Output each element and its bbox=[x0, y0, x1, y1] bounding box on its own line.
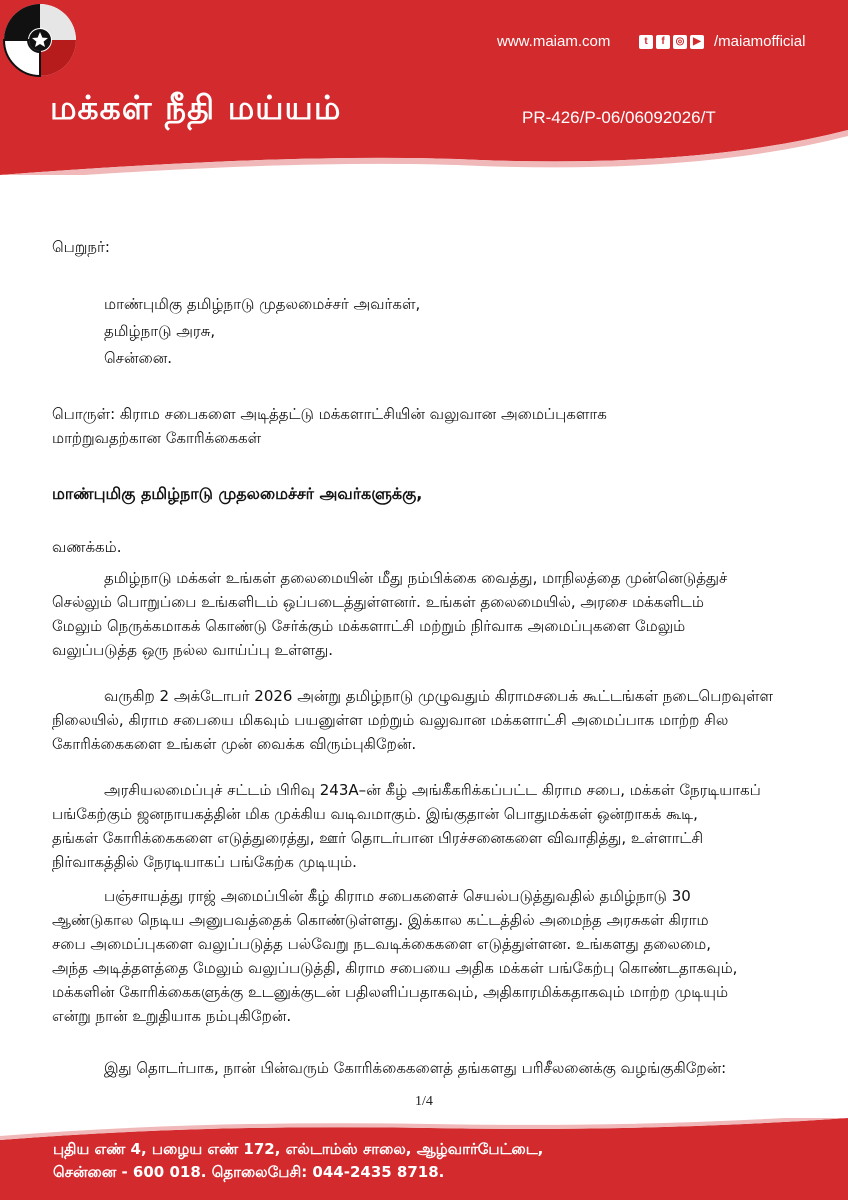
party-logo-icon bbox=[0, 0, 80, 80]
social-handle[interactable]: /maiamofficial bbox=[714, 33, 806, 50]
body-paragraph bbox=[52, 566, 796, 662]
paragraph-line: ஆண்டுகால நெடிய அனுபவத்தைக் கொண்டுள்ளது. இக்கால கட்டத்தில் அமைந்த அரசுகள் கிராம bbox=[52, 911, 709, 929]
reference-number: PR-426/P-06/06092026/T bbox=[522, 108, 716, 127]
paragraph-line: நிலையில், கிராம சபையை மிகவும் பயனுள்ள மற்றும் வலுவான மக்களாட்சி அமைப்பாக மாற்ற சில bbox=[52, 711, 729, 729]
facebook-icon[interactable]: f bbox=[656, 35, 670, 49]
body-paragraph bbox=[52, 778, 796, 874]
paragraph-line: பஞ்சாயத்து ராஜ் அமைப்பின் கீழ் கிராம சபைகளைச் செயல்படுத்துவதில் தமிழ்நாடு 30 bbox=[104, 887, 691, 905]
paragraph-line: செல்லும் பொறுப்பை உங்களிடம் ஒப்படைத்துள்ளனர். உங்கள் தலைமையில், அரசை மக்களிடம் bbox=[52, 593, 704, 611]
subject-line: பொருள்: கிராம சபைகளை அடித்தட்டு மக்களாட்சியின் வலுவான அமைப்புகளாக bbox=[52, 405, 607, 423]
instagram-icon[interactable]: ◎ bbox=[673, 35, 687, 49]
salutation: மாண்புமிகு தமிழ்நாடு முதலமைச்சர் அவர்களுக்கு, bbox=[52, 484, 423, 503]
paragraph-line: கோரிக்கைகளை உங்கள் முன் வைக்க விரும்புகிறேன். bbox=[52, 735, 417, 753]
recipient-line: தமிழ்நாடு அரசு, bbox=[104, 322, 216, 340]
paragraph-line: என்று நான் உறுதியாக நம்புகிறேன். bbox=[52, 1007, 292, 1025]
greeting: வணக்கம். bbox=[52, 538, 122, 556]
social-icons bbox=[639, 35, 704, 49]
paragraph-line: தமிழ்நாடு மக்கள் உங்கள் தலைமையின் மீது நம்பிக்கை வைத்து, மாநிலத்தை முன்னெடுத்துச் bbox=[104, 569, 728, 587]
subject-line: மாற்றுவதற்கான கோரிக்கைகள் bbox=[52, 429, 262, 447]
party-name: மக்கள் நீதி மய்யம் bbox=[50, 88, 342, 127]
address-line: சென்னை - 600 018. தொலைபேசி: 044-2435 8718. bbox=[53, 1163, 445, 1181]
paragraph-line: மேலும் நெருக்கமாகக் கொண்டு சேர்க்கும் மக்களாட்சி மற்றும் நிர்வாக அமைப்புகளை மேலும் bbox=[52, 617, 686, 635]
paragraph-line: சபை அமைப்புகளை வலுப்படுத்த பல்வேறு நடவடிக்கைகளை எடுத்துள்ளன. உங்களது தலைமை, bbox=[52, 935, 711, 953]
paragraph-line: இது தொடர்பாக, நான் பின்வரும் கோரிக்கைகளைத் தங்களது பரிசீலனைக்கு வழங்குகிறேன்: bbox=[104, 1059, 727, 1077]
body-paragraph bbox=[52, 884, 796, 1028]
to-label: பெறுநர்: bbox=[52, 238, 110, 256]
paragraph-line: தங்கள் கோரிக்கைகளை எடுத்துரைத்து, ஊர் தொடர்பான பிரச்சனைகளை விவாதித்து, உள்ளாட்சி bbox=[52, 829, 704, 847]
recipient-line: மாண்புமிகு தமிழ்நாடு முதலமைச்சர் அவர்கள், bbox=[104, 295, 421, 313]
website-link[interactable]: www.maiam.com bbox=[497, 33, 611, 50]
address-line: புதிய எண் 4, பழைய எண் 172, எல்டாம்ஸ் சாலை, ஆழ்வார்பேட்டை, bbox=[53, 1140, 544, 1158]
letterhead-header bbox=[0, 0, 848, 175]
youtube-icon[interactable]: ▶ bbox=[690, 35, 704, 49]
recipient-line: சென்னை. bbox=[104, 349, 173, 367]
paragraph-line: பங்கேற்கும் ஜனநாயகத்தின் மிக முக்கிய வடிவமாகும். இங்குதான் பொதுமக்கள் ஒன்றாகக் கூடி, bbox=[52, 805, 698, 823]
letterhead-footer bbox=[0, 1118, 848, 1200]
body-paragraph bbox=[52, 1056, 796, 1080]
paragraph-line: நிர்வாகத்தில் நேரடியாகப் பங்கேற்க முடியும். bbox=[52, 853, 357, 871]
body-paragraph bbox=[52, 684, 796, 756]
paragraph-line: வலுப்படுத்த ஒரு நல்ல வாய்ப்பு உள்ளது. bbox=[52, 641, 333, 659]
twitter-icon[interactable]: t bbox=[639, 35, 653, 49]
page-number: 1/4 bbox=[415, 1094, 433, 1109]
paragraph-line: அரசியலமைப்புச் சட்டம் பிரிவு 243A–ன் கீழ் அங்கீகரிக்கப்பட்ட கிராம சபை, மக்கள் நேரடியாகப் bbox=[104, 781, 761, 799]
paragraph-line: மக்களின் கோரிக்கைகளுக்கு உடனுக்குடன் பதிலளிப்பதாகவும், அதிகாரமிக்கதாகவும் மாற்ற முடியும் bbox=[52, 983, 729, 1001]
paragraph-line: வருகிற 2 அக்டோபர் 2026 அன்று தமிழ்நாடு முழுவதும் கிராமசபைக் கூட்டங்கள் நடைபெறவுள்ள bbox=[104, 687, 774, 705]
paragraph-line: அந்த அடித்தளத்தை மேலும் வலுப்படுத்தி, கிராம சபையை அதிக மக்கள் பங்கேற்பு கொண்டதாகவும், bbox=[52, 959, 738, 977]
